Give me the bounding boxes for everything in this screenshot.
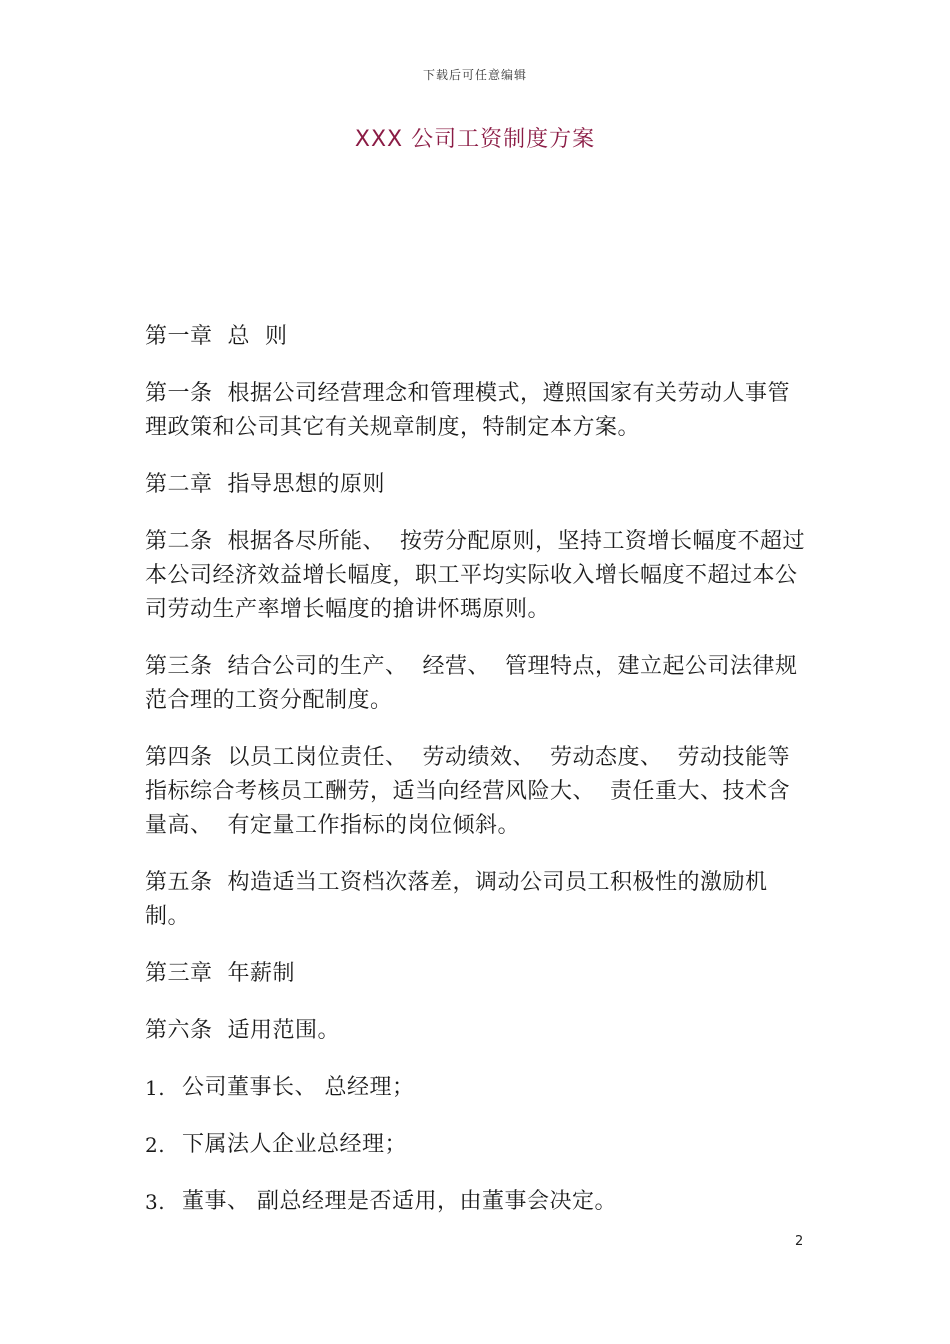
article-paragraph: 第二条 根据各尽所能、 按劳分配原则，坚持工资增长幅度不超过本公司经济效益增长幅度，职工平均实际收入增长幅度不超过本公司劳动生产率增长幅度的搶讲怀瑪原则。 <box>145 529 805 622</box>
list-item-number: 1. <box>145 1076 166 1100</box>
document-body <box>145 320 810 1242</box>
article-paragraph: 第三条 结合公司的生产、 经营、 管理特点，建立起公司法律规范合理的工资分配制度。 <box>145 654 798 713</box>
article-paragraph: 第五条 构造适当工资档次落差，调动公司员工积极性的激励机制。 <box>145 870 768 929</box>
list-item <box>145 1185 810 1219</box>
document-title: XXX 公司工资制度方案 <box>354 127 596 152</box>
list-item-number: 2. <box>145 1133 166 1157</box>
list-item <box>145 1128 810 1162</box>
article-paragraph: 第六条 适用范围。 <box>145 1018 340 1043</box>
list-item-text: 下属法人企业总经理； <box>182 1132 408 1157</box>
page-number: 2 <box>795 1234 804 1249</box>
chapter-heading: 第一章 总 则 <box>145 324 288 349</box>
chapter-heading: 第二章 指导思想的原则 <box>145 472 385 497</box>
article-paragraph: 第四条 以员工岗位责任、 劳动绩效、 劳动态度、 劳动技能等指标综合考核员工酬劳，适当向经营风险大、 责任重大、技术含量高、 有定量工作指标的岗位倾斜。 <box>145 745 790 838</box>
list-item-text: 公司董事长、 总经理； <box>182 1075 415 1100</box>
list-item-text: 董事、 副总经理是否适用，由董事会决定。 <box>182 1189 617 1214</box>
chapter-heading: 第三章 年薪制 <box>145 961 295 986</box>
article-paragraph: 第一条 根据公司经营理念和管理模式，遵照国家有关劳动人事管理政策和公司其它有关规章制度，特制定本方案。 <box>145 381 790 440</box>
list-item <box>145 1071 810 1105</box>
list-item-number: 3. <box>145 1190 166 1214</box>
page-header-note: 下载后可任意编辑 <box>422 68 527 82</box>
